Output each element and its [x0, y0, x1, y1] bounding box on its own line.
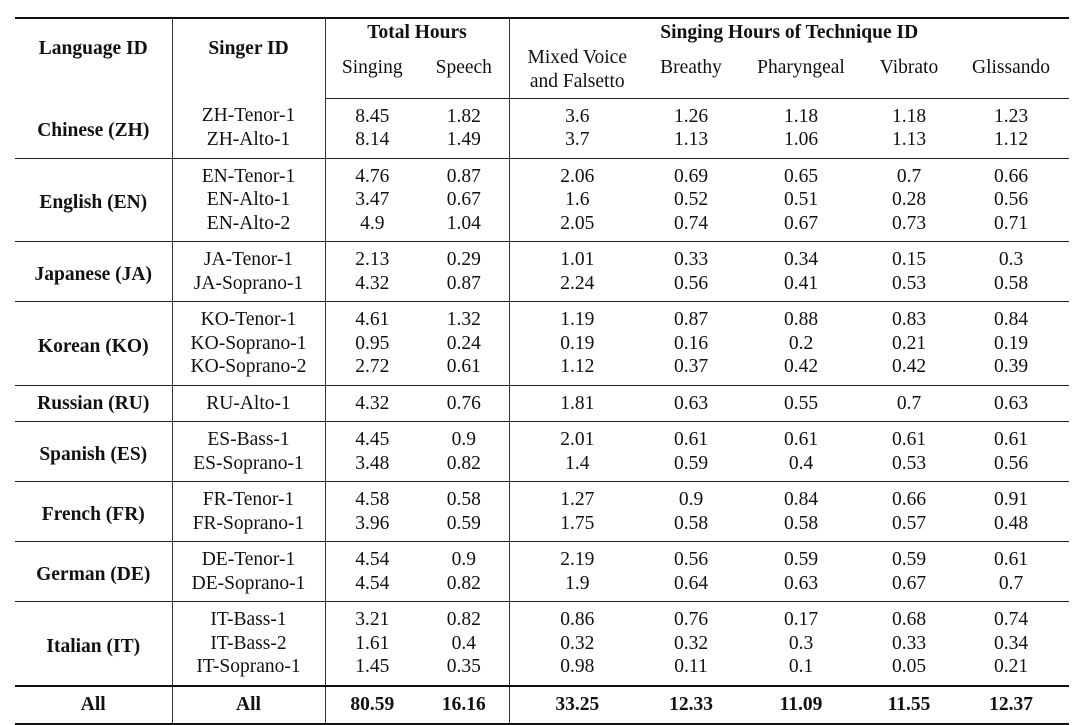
value-cell: 0.21 — [891, 332, 927, 354]
value-cell: 2.19 — [509, 542, 645, 572]
value-cell: 4.32 — [355, 272, 390, 294]
table-row — [15, 452, 1069, 482]
value-cell: 0.9 — [645, 482, 737, 512]
value-cell: 2.05 — [560, 212, 595, 234]
value-cell: 1.32 — [419, 302, 509, 332]
value-cell: 0.7 — [865, 385, 953, 422]
value-cell: 0.74 — [673, 212, 709, 234]
table-row — [15, 98, 1069, 128]
table-row — [15, 655, 1069, 686]
value-cell: 0.33 — [645, 242, 737, 272]
value-cell: 0.88 — [737, 302, 865, 332]
value-cell: 4.32 — [325, 385, 419, 422]
value-cell: 0.17 — [737, 602, 865, 632]
value-cell: 4.9 — [360, 212, 385, 234]
value-cell: 0.76 — [645, 602, 737, 632]
table-row — [15, 302, 1069, 332]
table-row — [15, 422, 1069, 452]
value-cell: 0.59 — [737, 542, 865, 572]
value-cell: 8.45 — [355, 105, 390, 127]
value-cell: 0.55 — [737, 385, 865, 422]
value-cell: 0.48 — [993, 512, 1029, 534]
table-row — [15, 572, 1069, 602]
singer-cell: KO-Tenor-1 — [172, 302, 325, 332]
header-singer-id: Singer ID — [172, 18, 325, 98]
table-row — [15, 272, 1069, 302]
value-cell: 1.23 — [993, 105, 1029, 127]
singer-cell: JA-Tenor-1 — [172, 242, 325, 272]
header-mixed-line1: Mixed Voice — [527, 47, 627, 68]
singer-cell: ZH-Tenor-1 — [172, 98, 325, 128]
value-cell: 0.63 — [953, 385, 1069, 422]
value-cell: 4.61 — [325, 302, 419, 332]
singer-cell: EN-Tenor-1 — [172, 158, 325, 188]
value-cell: 0.87 — [419, 158, 509, 188]
total-cell: All — [15, 686, 172, 724]
value-cell: 0.3 — [788, 632, 814, 654]
value-cell: 3.48 — [355, 452, 390, 474]
value-cell: 4.76 — [325, 158, 419, 188]
value-cell: 0.16 — [673, 332, 709, 354]
table-row — [15, 632, 1069, 656]
language-cell: Korean (KO) — [15, 302, 172, 386]
value-cell: 0.21 — [993, 656, 1029, 677]
value-cell: 1.49 — [419, 128, 509, 158]
value-cell: 4.58 — [325, 482, 419, 512]
singer-cell: FR-Tenor-1 — [172, 482, 325, 512]
value-cell: 0.82 — [419, 572, 509, 602]
language-cell: Italian (IT) — [15, 602, 172, 686]
value-cell: 3.47 — [355, 189, 390, 210]
value-cell: 0.63 — [645, 385, 737, 422]
value-cell: 0.9 — [419, 542, 509, 572]
language-cell: Russian (RU) — [15, 385, 172, 422]
value-cell: 0.61 — [865, 422, 953, 452]
value-cell: 1.81 — [509, 385, 645, 422]
value-cell: 4.54 — [355, 572, 390, 594]
value-cell: 2.06 — [509, 158, 645, 188]
singer-cell: ES-Soprano-1 — [172, 452, 325, 482]
singer-cell: KO-Soprano-2 — [172, 355, 325, 385]
header-singing: Singing — [325, 46, 419, 98]
value-cell: 0.74 — [953, 602, 1069, 632]
value-cell: 1.01 — [509, 242, 645, 272]
value-cell: 0.29 — [419, 242, 509, 272]
value-cell: 0.65 — [737, 158, 865, 188]
singer-cell: DE-Tenor-1 — [172, 542, 325, 572]
total-cell: 12.37 — [953, 686, 1069, 724]
value-cell: 0.4 — [419, 632, 509, 656]
total-cell: All — [172, 686, 325, 724]
singer-cell: RU-Alto-1 — [172, 385, 325, 422]
singer-cell: KO-Soprano-1 — [172, 332, 325, 356]
total-cell: 16.16 — [419, 686, 509, 724]
singing-hours-table — [15, 17, 1069, 725]
value-cell: 1.61 — [355, 632, 390, 654]
language-cell: German (DE) — [15, 542, 172, 602]
value-cell: 1.45 — [355, 656, 390, 677]
value-cell: 0.95 — [355, 332, 390, 354]
table-row — [15, 602, 1069, 632]
language-cell: English (EN) — [15, 158, 172, 242]
table-row — [15, 212, 1069, 242]
value-cell: 0.59 — [865, 542, 953, 572]
value-cell: 1.18 — [783, 105, 819, 127]
value-cell: 0.39 — [993, 356, 1029, 377]
value-cell: 0.84 — [737, 482, 865, 512]
value-cell: 0.84 — [953, 302, 1069, 332]
value-cell: 0.56 — [993, 189, 1029, 210]
singer-cell: EN-Alto-2 — [172, 212, 325, 242]
singer-cell: EN-Alto-1 — [172, 188, 325, 212]
value-cell: 1.9 — [565, 572, 590, 594]
value-cell: 3.21 — [325, 602, 419, 632]
value-cell: 0.51 — [783, 189, 819, 210]
value-cell: 0.33 — [891, 632, 927, 654]
value-cell: 2.24 — [560, 272, 595, 294]
value-cell: 1.13 — [891, 129, 927, 150]
value-cell: 1.19 — [509, 302, 645, 332]
table-row — [15, 355, 1069, 385]
value-cell: 0.7 — [998, 572, 1024, 594]
value-cell: 0.58 — [993, 272, 1029, 294]
value-cell: 0.98 — [560, 656, 595, 677]
value-cell: 0.24 — [419, 332, 509, 356]
value-cell: 0.32 — [673, 632, 709, 654]
value-cell: 1.4 — [565, 452, 590, 474]
value-cell: 0.87 — [645, 302, 737, 332]
value-cell: 0.91 — [953, 482, 1069, 512]
value-cell: 3.7 — [565, 129, 590, 150]
value-cell: 0.66 — [865, 482, 953, 512]
header-breathy: Breathy — [645, 46, 737, 98]
singer-cell: ES-Bass-1 — [172, 422, 325, 452]
header-total-hours: Total Hours — [325, 18, 509, 46]
value-cell: 1.06 — [783, 129, 819, 150]
value-cell: 1.12 — [560, 356, 595, 377]
value-cell: 0.19 — [993, 332, 1029, 354]
value-cell: 3.6 — [565, 105, 590, 127]
value-cell: 8.14 — [355, 129, 390, 150]
value-cell: 0.32 — [560, 632, 595, 654]
value-cell: 0.53 — [891, 272, 927, 294]
value-cell: 0.76 — [419, 385, 509, 422]
value-cell: 0.56 — [993, 452, 1029, 474]
singer-cell: ZH-Alto-1 — [172, 128, 325, 158]
value-cell: 0.86 — [509, 602, 645, 632]
table-row — [15, 482, 1069, 512]
value-cell: 0.87 — [419, 272, 509, 302]
table-row — [15, 158, 1069, 188]
total-cell: 80.59 — [325, 686, 419, 724]
value-cell: 1.27 — [509, 482, 645, 512]
table-row — [15, 542, 1069, 572]
value-cell: 0.67 — [419, 188, 509, 212]
value-cell: 0.59 — [419, 512, 509, 542]
value-cell: 0.42 — [891, 356, 927, 377]
value-cell: 0.2 — [788, 332, 814, 354]
value-cell: 0.42 — [783, 356, 819, 377]
table-row — [15, 242, 1069, 272]
value-cell: 1.6 — [565, 189, 590, 210]
language-cell: Chinese (ZH) — [15, 98, 172, 158]
table-row — [15, 512, 1069, 542]
value-cell: 0.34 — [737, 242, 865, 272]
value-cell: 0.34 — [993, 632, 1029, 654]
value-cell: 2.72 — [355, 356, 390, 377]
header-mixed-voice — [509, 46, 645, 98]
value-cell: 0.05 — [891, 656, 927, 677]
value-cell: 0.53 — [891, 452, 927, 474]
value-cell: 0.15 — [865, 242, 953, 272]
value-cell: 0.66 — [953, 158, 1069, 188]
value-cell: 0.61 — [645, 422, 737, 452]
table-row — [15, 188, 1069, 212]
table-row — [15, 385, 1069, 422]
value-cell: 0.58 — [419, 482, 509, 512]
total-cell: 12.33 — [645, 686, 737, 724]
value-cell: 0.61 — [419, 355, 509, 385]
total-cell: 33.25 — [509, 686, 645, 724]
header-language-id: Language ID — [15, 18, 172, 98]
value-cell: 0.61 — [953, 542, 1069, 572]
value-cell: 0.64 — [673, 572, 709, 594]
value-cell: 0.71 — [993, 212, 1029, 234]
singer-cell: DE-Soprano-1 — [172, 572, 325, 602]
value-cell: 1.12 — [993, 129, 1029, 150]
singer-cell: FR-Soprano-1 — [172, 512, 325, 542]
value-cell: 0.19 — [560, 332, 595, 354]
value-cell: 0.68 — [865, 602, 953, 632]
singer-cell: IT-Soprano-1 — [172, 655, 325, 686]
value-cell: 0.37 — [673, 356, 709, 377]
value-cell: 0.73 — [891, 212, 927, 234]
value-cell: 1.75 — [560, 512, 595, 534]
value-cell: 0.82 — [419, 602, 509, 632]
value-cell: 0.58 — [783, 512, 819, 534]
value-cell: 0.52 — [673, 189, 709, 210]
value-cell: 0.61 — [953, 422, 1069, 452]
value-cell: 0.11 — [674, 656, 708, 677]
header-mixed-line2: and Falsetto — [529, 70, 625, 92]
table-body — [15, 98, 1069, 724]
header-vibrato: Vibrato — [865, 46, 953, 98]
header-technique-group: Singing Hours of Technique ID — [660, 21, 919, 43]
value-cell: 1.26 — [673, 105, 709, 127]
value-cell: 0.57 — [891, 512, 927, 534]
value-cell: 1.82 — [419, 98, 509, 128]
singer-cell: JA-Soprano-1 — [172, 272, 325, 302]
value-cell: 0.1 — [788, 656, 814, 677]
total-cell: 11.55 — [865, 686, 953, 724]
value-cell: 4.45 — [325, 422, 419, 452]
value-cell: 2.01 — [509, 422, 645, 452]
value-cell: 1.18 — [891, 105, 927, 127]
singer-cell: IT-Bass-2 — [172, 632, 325, 656]
value-cell: 0.9 — [419, 422, 509, 452]
language-cell: Spanish (ES) — [15, 422, 172, 482]
total-row — [15, 686, 1069, 724]
value-cell: 0.83 — [865, 302, 953, 332]
value-cell: 0.67 — [783, 212, 819, 234]
value-cell: 0.67 — [891, 572, 927, 594]
header-glissando: Glissando — [953, 46, 1069, 98]
value-cell: 0.58 — [673, 512, 709, 534]
table-row — [15, 128, 1069, 158]
value-cell: 0.4 — [788, 452, 814, 474]
value-cell: 2.13 — [325, 242, 419, 272]
table-row — [15, 332, 1069, 356]
value-cell: 0.56 — [673, 272, 709, 294]
singer-cell: IT-Bass-1 — [172, 602, 325, 632]
value-cell: 0.41 — [783, 272, 819, 294]
value-cell: 0.28 — [891, 189, 927, 210]
value-cell: 0.69 — [645, 158, 737, 188]
value-cell: 3.96 — [355, 512, 390, 534]
language-cell: French (FR) — [15, 482, 172, 542]
value-cell: 0.63 — [783, 572, 819, 594]
value-cell: 0.7 — [865, 158, 953, 188]
language-cell: Japanese (JA) — [15, 242, 172, 302]
value-cell: 0.3 — [953, 242, 1069, 272]
value-cell: 0.82 — [419, 452, 509, 482]
value-cell: 1.13 — [673, 129, 709, 150]
header-speech: Speech — [419, 46, 509, 98]
value-cell: 0.61 — [737, 422, 865, 452]
value-cell: 1.04 — [419, 212, 509, 242]
value-cell: 0.56 — [645, 542, 737, 572]
value-cell: 4.54 — [325, 542, 419, 572]
total-cell: 11.09 — [737, 686, 865, 724]
value-cell: 0.59 — [673, 452, 709, 474]
value-cell: 0.35 — [419, 655, 509, 686]
header-pharyngeal: Pharyngeal — [737, 46, 865, 98]
